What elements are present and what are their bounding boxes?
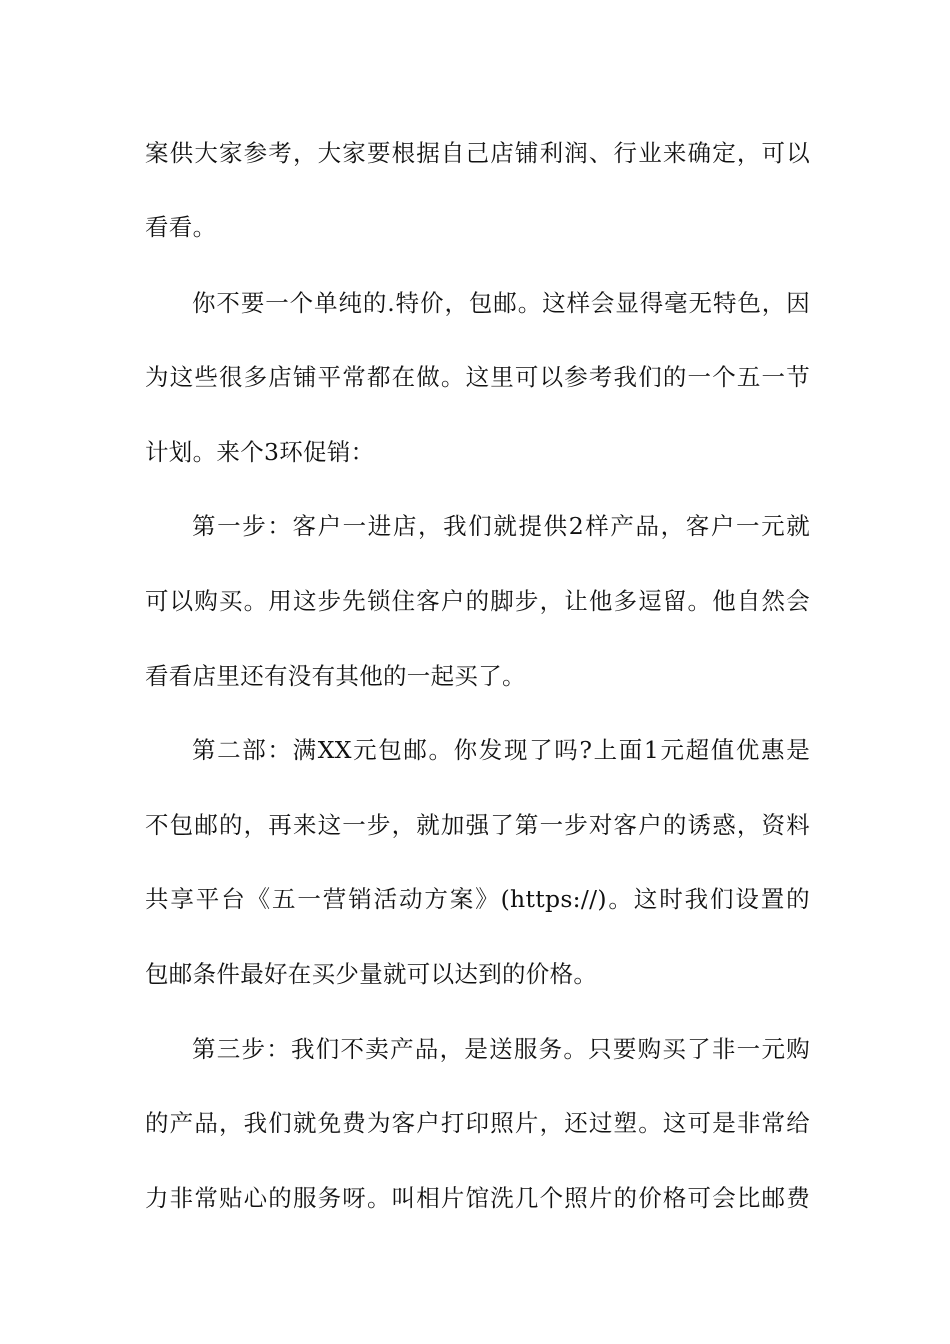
- text-line: 共享平台《五一营销活动方案》(https://)。这时我们设置的: [145, 885, 810, 913]
- text-line: 包邮条件最好在买少量就可以达到的价格。: [145, 960, 598, 988]
- text-line: 力非常贴心的服务呀。叫相片馆洗几个照片的价格可会比邮费: [145, 1184, 810, 1212]
- paragraph-first-line: 第三步：我们不卖产品，是送服务。只要购买了非一元购: [192, 1035, 810, 1063]
- paragraph-first-line: 第一步：客户一进店，我们就提供2样产品，客户一元就: [192, 512, 810, 540]
- text-line: 看看店里还有没有其他的一起买了。: [145, 662, 526, 690]
- paragraph-first-line: 你不要一个单纯的.特价，包邮。这样会显得毫无特色，因: [192, 289, 810, 317]
- text-line: 看看。: [145, 213, 217, 241]
- text-line: 案供大家参考，大家要根据自己店铺利润、行业来确定，可以: [145, 139, 810, 167]
- text-line: 为这些很多店铺平常都在做。这里可以参考我们的一个五一节: [145, 363, 810, 391]
- text-line: 可以购买。用这步先锁住客户的脚步，让他多逗留。他自然会: [145, 587, 810, 615]
- text-line: 的产品，我们就免费为客户打印照片，还过塑。这可是非常给: [145, 1109, 810, 1137]
- text-line: 计划。来个3环促销：: [145, 438, 375, 466]
- paragraph-first-line: 第二部：满XX元包邮。你发现了吗?上面1元超值优惠是: [192, 736, 810, 764]
- text-line: 不包邮的，再来这一步，就加强了第一步对客户的诱惑，资料: [145, 811, 810, 839]
